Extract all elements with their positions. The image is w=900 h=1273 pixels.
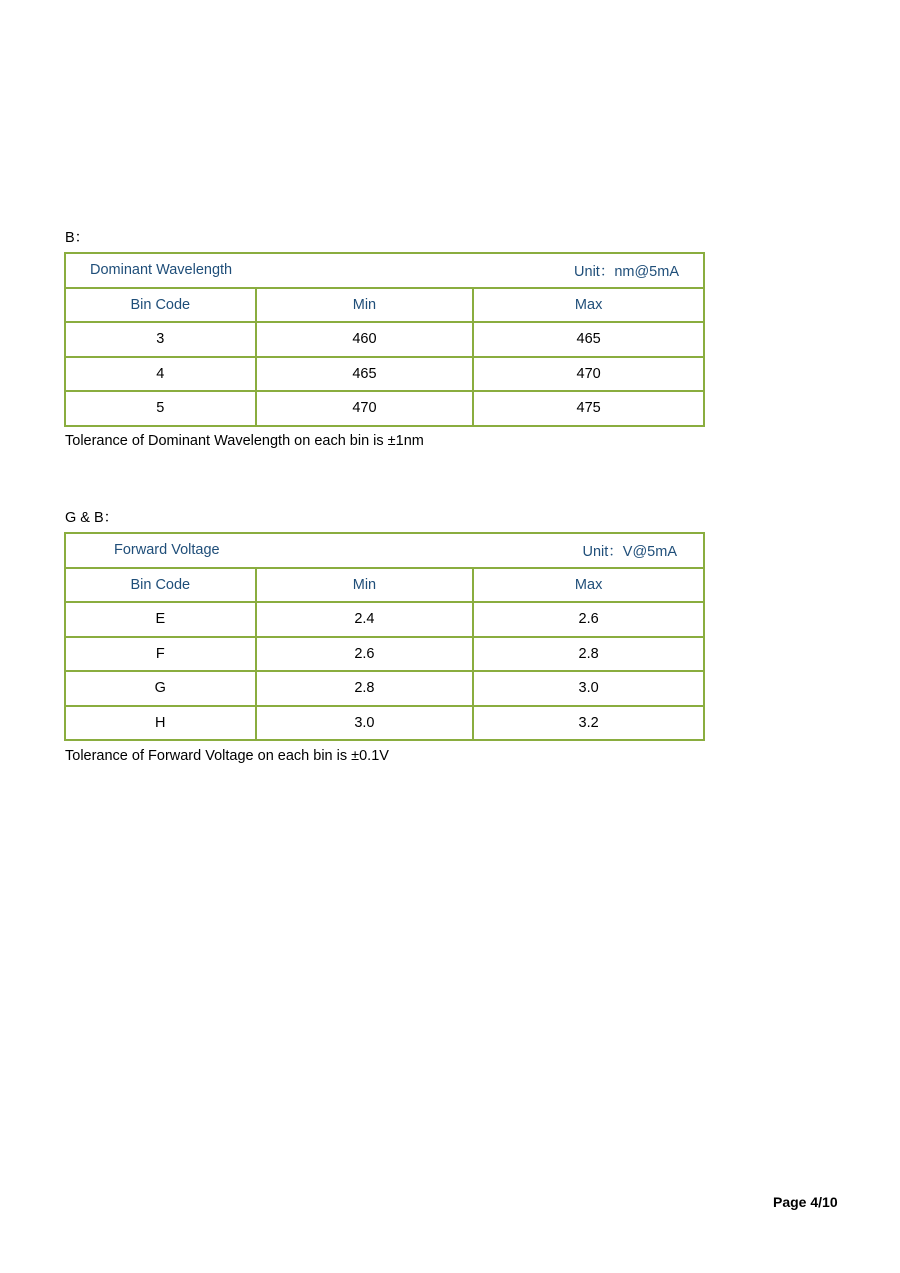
table-unit: Unit：nm@5mA xyxy=(574,263,679,280)
dominant-wavelength-tolerance-note: Tolerance of Dominant Wavelength on each bin is ±1nm xyxy=(65,433,424,449)
table-unit: Unit：V@5mA xyxy=(582,543,677,560)
table-header-row xyxy=(65,288,704,323)
table-title-row xyxy=(65,533,704,568)
table-title-row xyxy=(65,253,704,288)
table-row xyxy=(65,671,704,706)
section-b-label: B： xyxy=(65,230,90,246)
table-title: Dominant Wavelength xyxy=(90,262,233,279)
table-row xyxy=(65,357,704,392)
bin-code-cell: H xyxy=(65,706,256,741)
column-header-min: Min xyxy=(256,288,474,323)
max-cell: 3.2 xyxy=(473,706,704,741)
min-cell: 2.8 xyxy=(256,671,474,706)
max-cell: 465 xyxy=(473,322,704,357)
bin-code-cell: E xyxy=(65,602,256,637)
table-title: Forward Voltage xyxy=(114,542,220,559)
forward-voltage-tolerance-note: Tolerance of Forward Voltage on each bin is ±0.1V xyxy=(65,748,389,764)
bin-code-cell: G xyxy=(65,671,256,706)
min-cell: 2.4 xyxy=(256,602,474,637)
column-header-bin-code: Bin Code xyxy=(65,288,256,323)
table-row xyxy=(65,706,704,741)
min-cell: 460 xyxy=(256,322,474,357)
section-gb-label: G & B： xyxy=(65,510,119,526)
page-number: Page 4/10 xyxy=(773,1194,838,1210)
column-header-max: Max xyxy=(473,568,704,603)
bin-code-cell: 3 xyxy=(65,322,256,357)
forward-voltage-table xyxy=(64,532,705,741)
table-row xyxy=(65,602,704,637)
table-row xyxy=(65,637,704,672)
bin-code-cell: 4 xyxy=(65,357,256,392)
max-cell: 2.6 xyxy=(473,602,704,637)
max-cell: 475 xyxy=(473,391,704,426)
min-cell: 3.0 xyxy=(256,706,474,741)
bin-code-cell: 5 xyxy=(65,391,256,426)
bin-code-cell: F xyxy=(65,637,256,672)
min-cell: 2.6 xyxy=(256,637,474,672)
column-header-bin-code: Bin Code xyxy=(65,568,256,603)
column-header-max: Max xyxy=(473,288,704,323)
dominant-wavelength-table xyxy=(64,252,705,427)
max-cell: 3.0 xyxy=(473,671,704,706)
min-cell: 470 xyxy=(256,391,474,426)
table-header-row xyxy=(65,568,704,603)
max-cell: 2.8 xyxy=(473,637,704,672)
max-cell: 470 xyxy=(473,357,704,392)
table-row xyxy=(65,322,704,357)
min-cell: 465 xyxy=(256,357,474,392)
table-row xyxy=(65,391,704,426)
column-header-min: Min xyxy=(256,568,474,603)
